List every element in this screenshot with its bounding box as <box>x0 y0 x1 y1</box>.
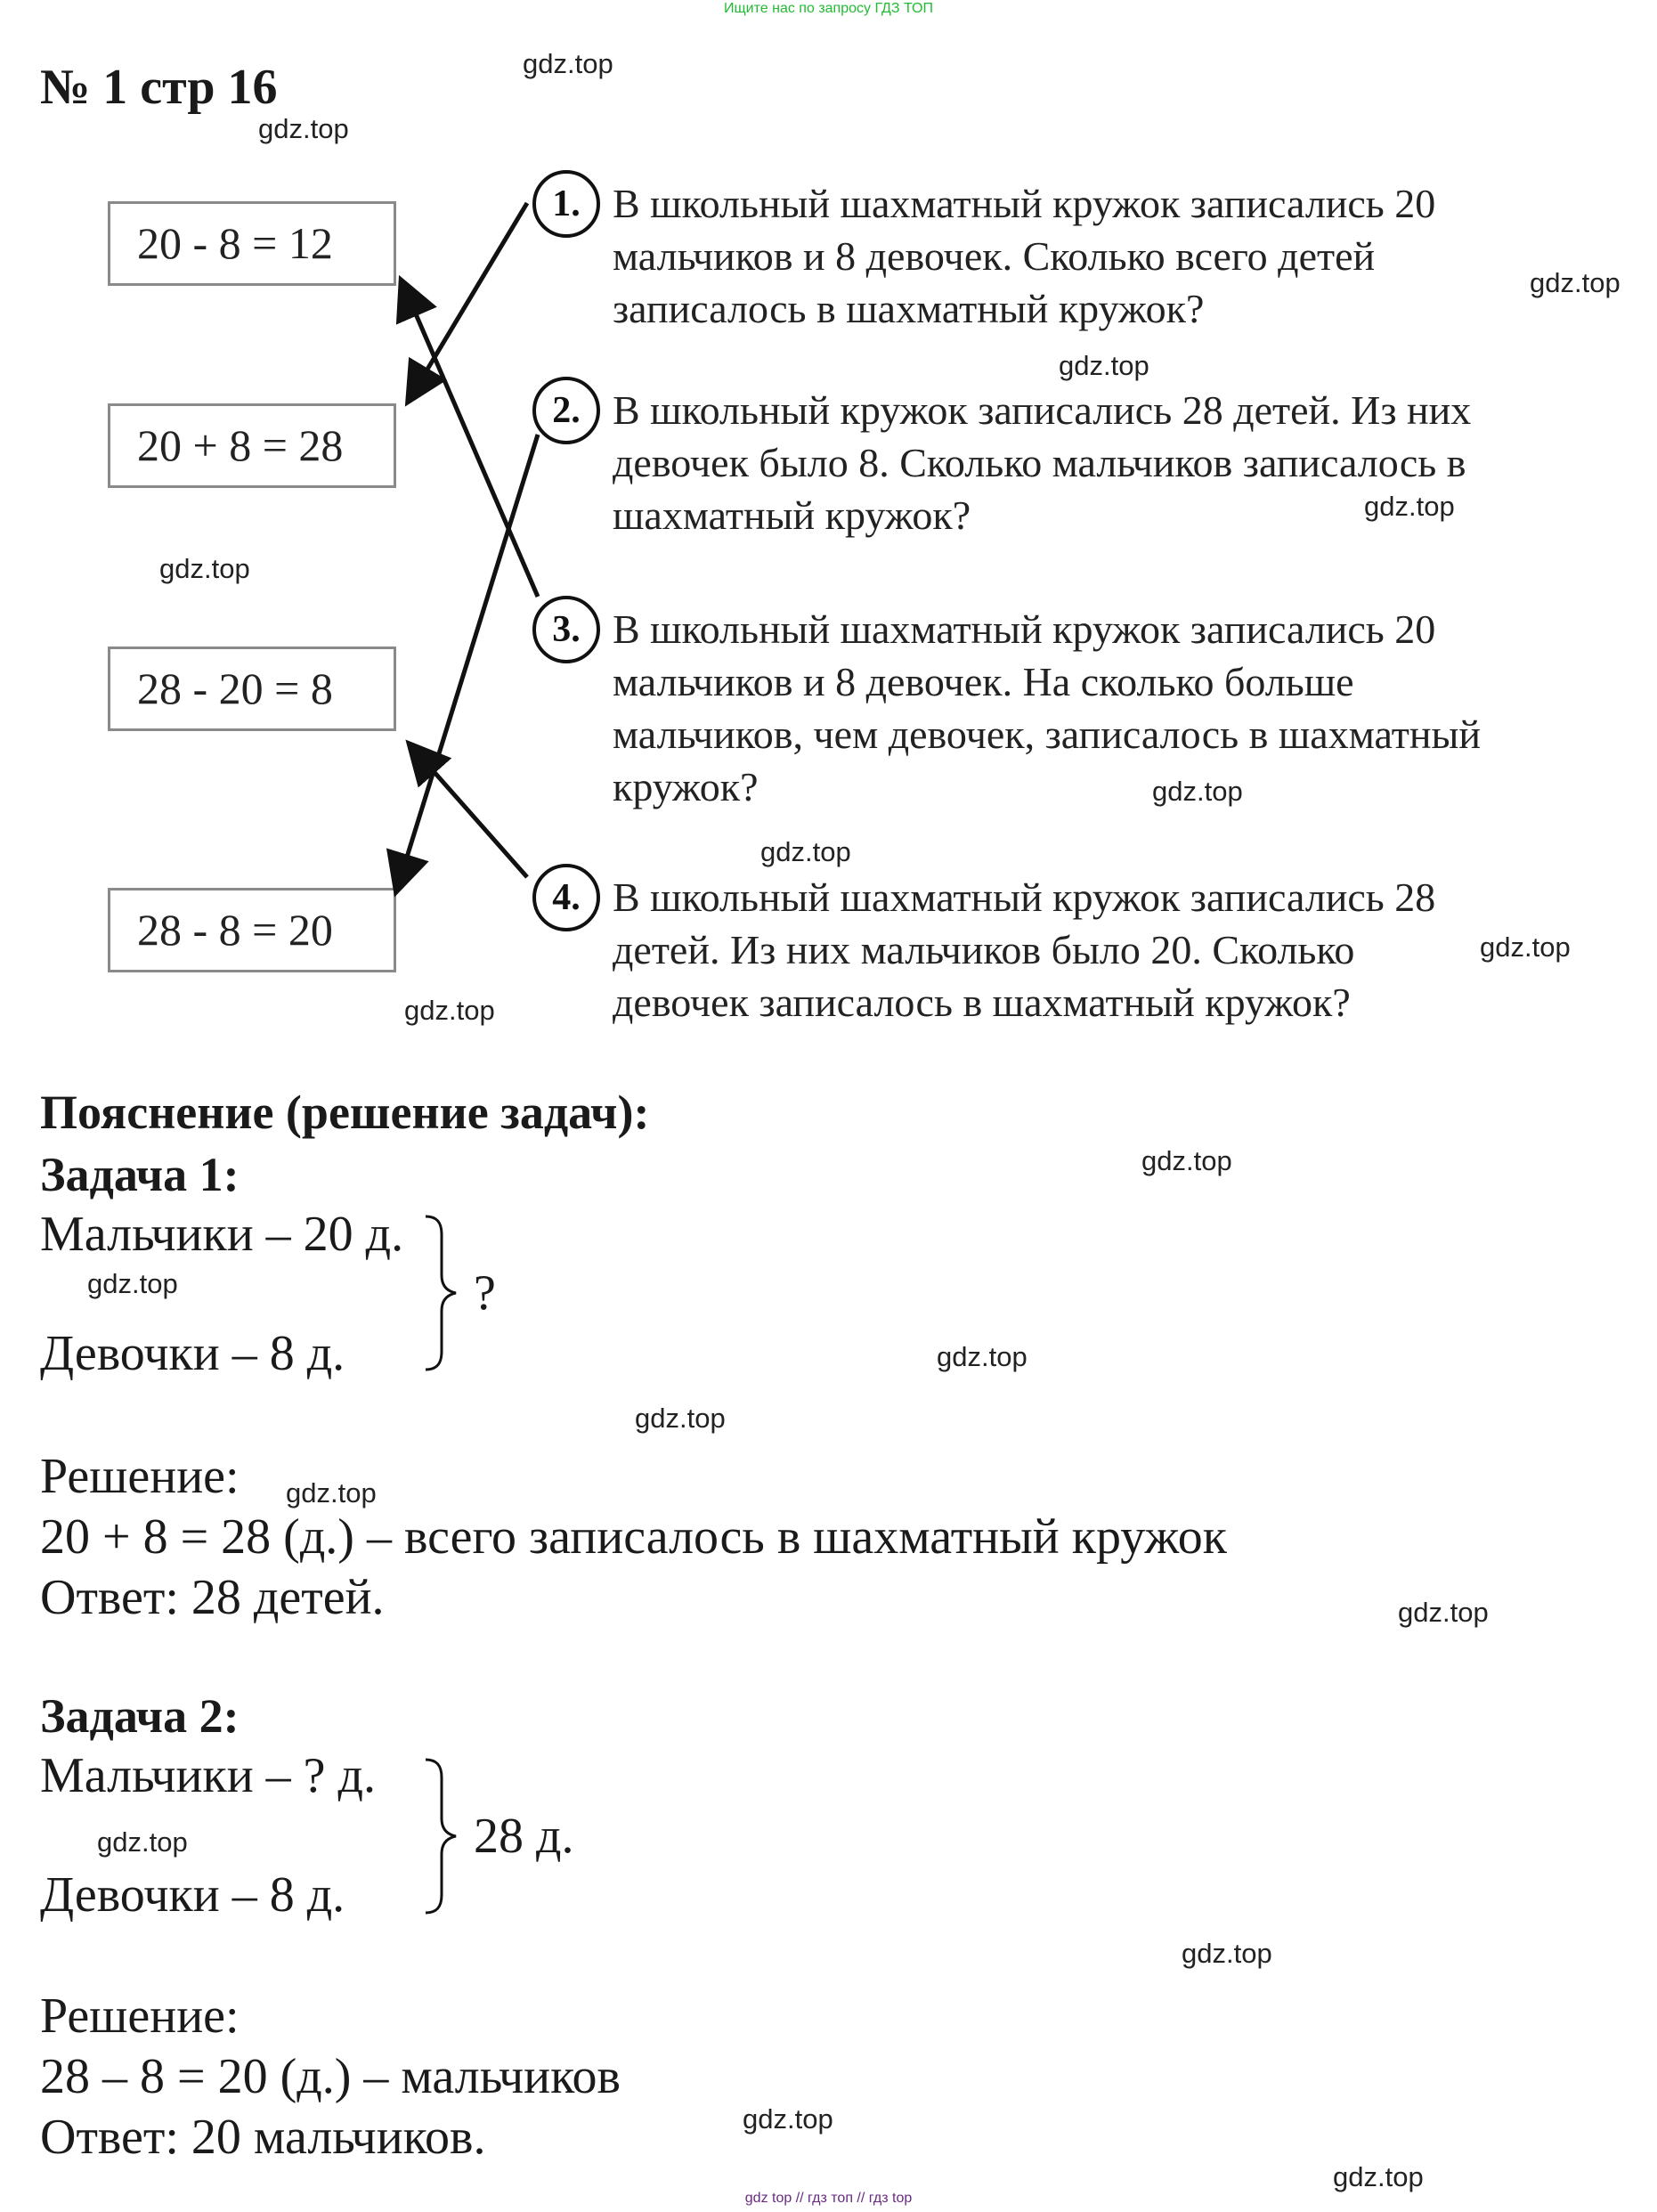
arrow-task2-to-eq4 <box>397 435 538 889</box>
task2-brace <box>424 1756 459 1916</box>
task-number-2: 2. <box>532 377 600 444</box>
watermark: gdz.top <box>1398 1597 1489 1628</box>
watermark: gdz.top <box>159 553 250 584</box>
watermark: gdz.top <box>523 48 613 79</box>
task-1-line: В школьный шахматный кружок записались 20 <box>613 181 1436 226</box>
task2-girls: Девочки – 8 д. <box>40 1867 345 1923</box>
watermark: gdz.top <box>1182 1938 1272 1969</box>
watermark: gdz.top <box>743 2103 833 2135</box>
task-3-line: кружок? <box>613 764 759 809</box>
task-text-2 <box>613 384 1471 541</box>
equation-box-3: 28 - 20 = 8 <box>108 647 396 731</box>
top-banner: Ищите нас по запросу ГДЗ ТОП <box>724 1 933 16</box>
task-3-line: В школьный шахматный кружок записались 20 <box>613 606 1436 652</box>
task-text-3 <box>613 603 1481 813</box>
equation-box-2: 20 + 8 = 28 <box>108 403 396 488</box>
task-1-line: записалось в шахматный кружок? <box>613 286 1205 331</box>
watermark: gdz.top <box>635 1403 726 1434</box>
task-4-line: девочек записалось в шахматный кружок? <box>613 980 1351 1025</box>
watermark: gdz.top <box>1059 350 1149 381</box>
watermark: gdz.top <box>1141 1145 1232 1176</box>
task-3-line: мальчиков, чем девочек, записалось в шахматный <box>613 712 1481 757</box>
task-2-line: В школьный кружок записались 28 детей. Из них <box>613 387 1472 433</box>
watermark: gdz.top <box>1152 776 1243 807</box>
task-text-4 <box>613 871 1435 1029</box>
task1-brace <box>424 1213 459 1373</box>
arrow-task4-to-eq3 <box>411 746 527 877</box>
task-4-line: В школьный шахматный кружок записались 28 <box>613 874 1436 920</box>
task1-boys: Мальчики – 20 д. <box>40 1207 404 1262</box>
watermark: gdz.top <box>97 1826 188 1858</box>
task2-solution: 28 – 8 = 20 (д.) – мальчиков <box>40 2049 621 2104</box>
watermark: gdz.top <box>937 1341 1028 1372</box>
task-4-line: детей. Из них мальчиков было 20. Сколько <box>613 927 1355 972</box>
watermark: gdz.top <box>404 995 495 1026</box>
task-number-4: 4. <box>532 864 600 931</box>
watermark: gdz.top <box>87 1268 178 1299</box>
equation-box-4: 28 - 8 = 20 <box>108 888 396 972</box>
arrow-task3-to-eq1 <box>402 283 538 597</box>
task1-heading: Задача 1: <box>40 1148 240 1201</box>
task-1-line: мальчиков и 8 девочек. Сколько всего детей <box>613 233 1376 279</box>
arrow-task1-to-eq2 <box>410 203 527 399</box>
task1-solution: 20 + 8 = 28 (д.) – всего записалось в шахматный кружок <box>40 1509 1227 1565</box>
watermark: gdz.top <box>1333 2161 1424 2192</box>
page-title: № 1 стр 16 <box>40 60 278 115</box>
footer: gdz top // гдз топ // гдз top <box>744 2191 913 2206</box>
task2-heading: Задача 2: <box>40 1689 240 1743</box>
equation-box-1: 20 - 8 = 12 <box>108 201 396 286</box>
task2-boys: Мальчики – ? д. <box>40 1748 377 1803</box>
task1-brace-value: ? <box>474 1265 496 1321</box>
task-2-line: девочек было 8. Сколько мальчиков записалось в <box>613 440 1466 485</box>
task-number-3: 3. <box>532 596 600 663</box>
watermark: gdz.top <box>1530 267 1620 298</box>
task1-solution-label: Решение: <box>40 1449 240 1504</box>
task-number-1: 1. <box>532 170 600 238</box>
task1-girls: Девочки – 8 д. <box>40 1326 345 1381</box>
explanation-heading: Пояснение (решение задач): <box>40 1086 650 1139</box>
task2-answer: Ответ: 20 мальчиков. <box>40 2110 486 2165</box>
watermark: gdz.top <box>760 836 851 867</box>
task2-solution-label: Решение: <box>40 1988 240 2044</box>
watermark: gdz.top <box>258 113 349 144</box>
watermark: gdz.top <box>1480 931 1571 963</box>
task-2-line: шахматный кружок? <box>613 492 971 538</box>
task1-answer: Ответ: 28 детей. <box>40 1570 385 1625</box>
watermark: gdz.top <box>286 1477 377 1509</box>
watermark: gdz.top <box>1364 491 1455 522</box>
task2-brace-value: 28 д. <box>474 1809 574 1864</box>
task-text-1 <box>613 177 1435 335</box>
task-3-line: мальчиков и 8 девочек. На сколько больше <box>613 659 1354 704</box>
